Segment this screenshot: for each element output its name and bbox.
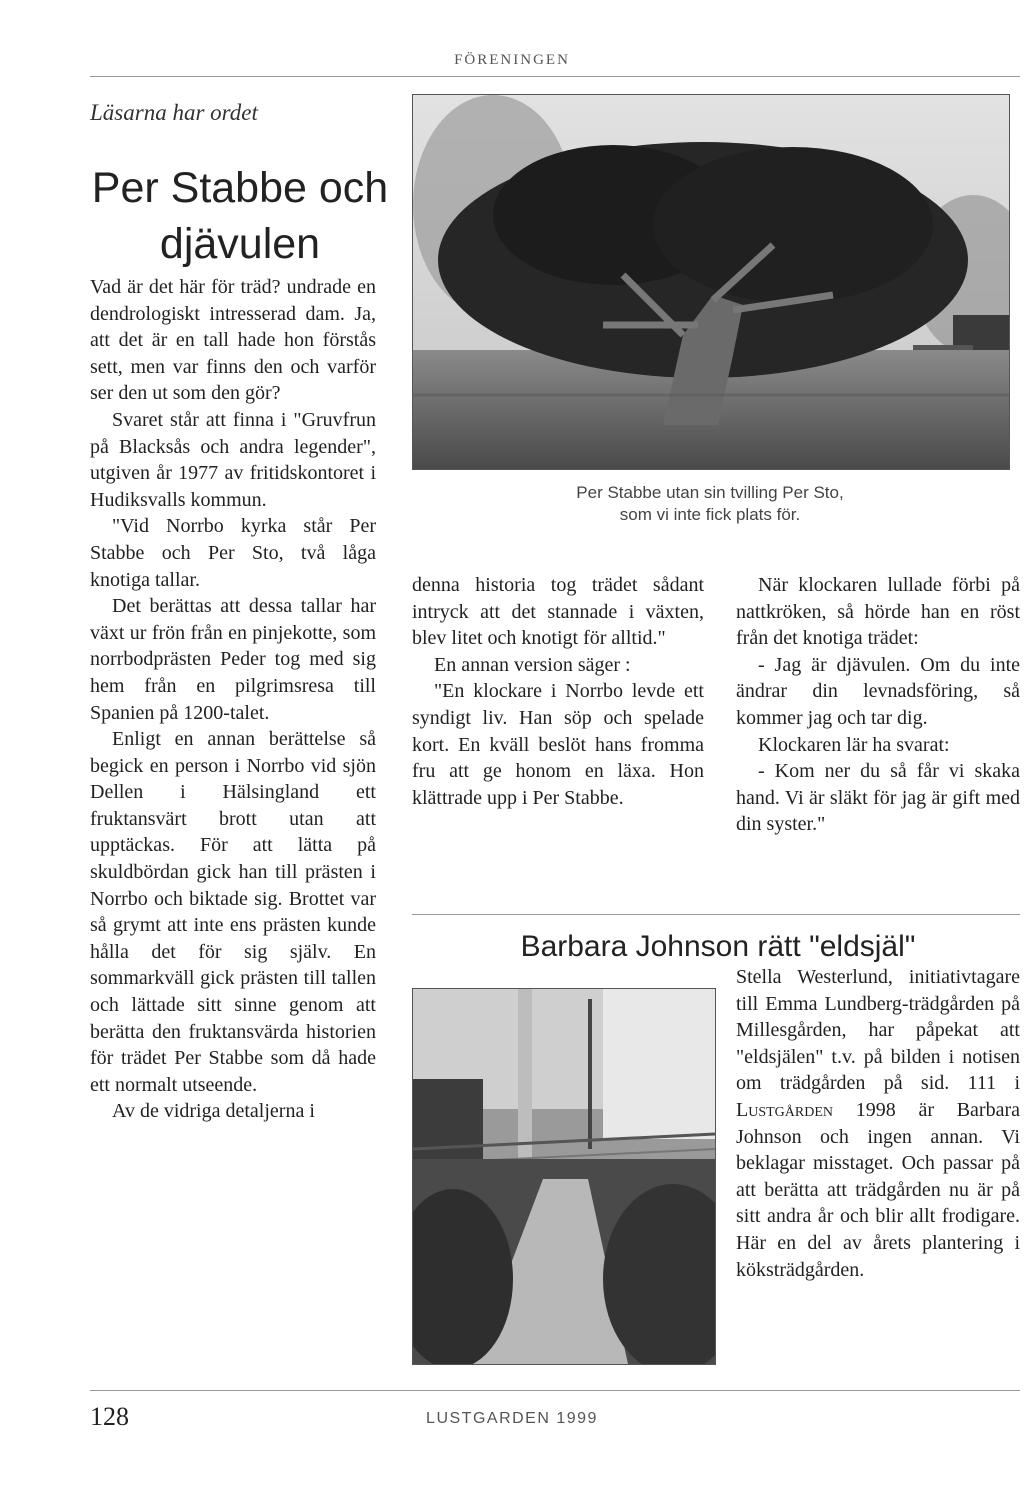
header-rule	[90, 76, 1020, 77]
publication-footer: LUSTGARDEN 1999	[426, 1410, 598, 1427]
tree-illustration	[413, 95, 1009, 469]
paragraph: Det berättas att dessa tallar har växt ur frön från en pinjekotte, som norrbodprästen Peder tog med sig hem från en pilgrimsresa till Spanien på 1200-talet.	[90, 595, 376, 724]
notice-text-2: 1998 är Barbara Johnson och ingen annan. Vi beklagar misstaget. Och passar på att berätta att trädgården nu är på sitt andra år och blir allt frodigare. Här en del av årets plantering i köksträdgården.	[736, 1098, 1020, 1281]
paragraph: När klockaren lullade förbi på nattkröken, så hörde han en röst från det knotiga trädet:	[736, 574, 1020, 650]
paragraph: Vad är det här för träd? undrade en dendrologiskt intresserad dam. Ja, att det är en tall hade hon förstås sett, men var finns den och varför ser den ut som den gör?	[90, 276, 376, 405]
tree-photo	[412, 94, 1010, 470]
running-head: FÖRENINGEN	[454, 52, 570, 68]
publication-name: Lustgården	[736, 1098, 833, 1121]
article-title	[90, 160, 390, 272]
notice-headline: Barbara Johnson rätt "eldsjäl"	[520, 930, 916, 963]
title-line-1: Per Stabbe och	[91, 164, 389, 212]
notice-body	[736, 964, 1020, 1283]
caption-line-1: Per Stabbe utan sin tvilling Per Sto,	[576, 483, 844, 502]
page-number: 128	[90, 1402, 129, 1431]
paragraph: Enligt en annan berättelse så begick en person i Norrbo vid sjön Dellen i Hälsingland ett fruktansvärt brott utan att upptäckas. För att lätta på skuldbördan gick han till prästen i Norrbo och biktade sig. Brottet var så grymt att inte ens prästen kunde hålla det för sig själv. En sommarkväll gick prästen till tallen och lättade sitt sinne genom att berätta den fruktansvärda historien för trädet Per Stabbe som då hade ett normalt utseende.	[90, 728, 376, 1096]
article-column-1	[90, 274, 376, 1125]
photo-caption	[412, 482, 1008, 526]
paragraph: En annan version säger :	[434, 653, 631, 676]
garden-photo	[412, 988, 716, 1365]
paragraph: Svaret står att finna i "Gruvfrun på Blacksås och andra legender", utgiven år 1977 av fritidskontoret i Hudiksvalls kommun.	[90, 408, 376, 511]
article-column-3	[736, 572, 1020, 838]
paragraph	[736, 964, 1020, 1283]
paragraph: - Jag är djävulen. Om du inte ändrar din levnadsföring, så kommer jag och tar dig.	[736, 653, 1020, 729]
garden-illustration	[413, 989, 715, 1364]
paragraph: "En klockare i Norrbo levde ett syndigt liv. Han söp och spelade kort. En kväll beslöt hans fromma fru att ge honom en läxa. Hon klättrade upp i Per Stabbe.	[412, 680, 704, 809]
article-column-2	[412, 572, 704, 811]
paragraph: Av de vidriga detaljerna i	[112, 1100, 315, 1123]
paragraph: "Vid Norrbo kyrka står Per Stabbe och Per Sto, två låga knotiga tallar.	[90, 515, 376, 591]
caption-line-2: som vi inte fick plats för.	[619, 505, 801, 524]
paragraph: denna historia tog trädet sådant intryck att det stannade i växten, blev litet och knotigt för alltid."	[412, 574, 704, 650]
section-rule	[412, 914, 1020, 915]
paragraph: Klockaren lär ha svarat:	[758, 733, 950, 756]
article-kicker: Läsarna har ordet	[90, 100, 258, 125]
title-line-2: djävulen	[159, 220, 321, 268]
paragraph: - Kom ner du så får vi skaka hand. Vi är släkt för jag är gift med din syster."	[736, 760, 1020, 836]
notice-text-1: Stella Westerlund, initiativtagare till Emma Lundberg-trädgården på Millesgården, har påpekat att "eldsjälen" t.v. på bilden i notisen om trädgården på sid. 111 i	[736, 966, 1020, 1095]
footer-rule	[90, 1390, 1020, 1391]
